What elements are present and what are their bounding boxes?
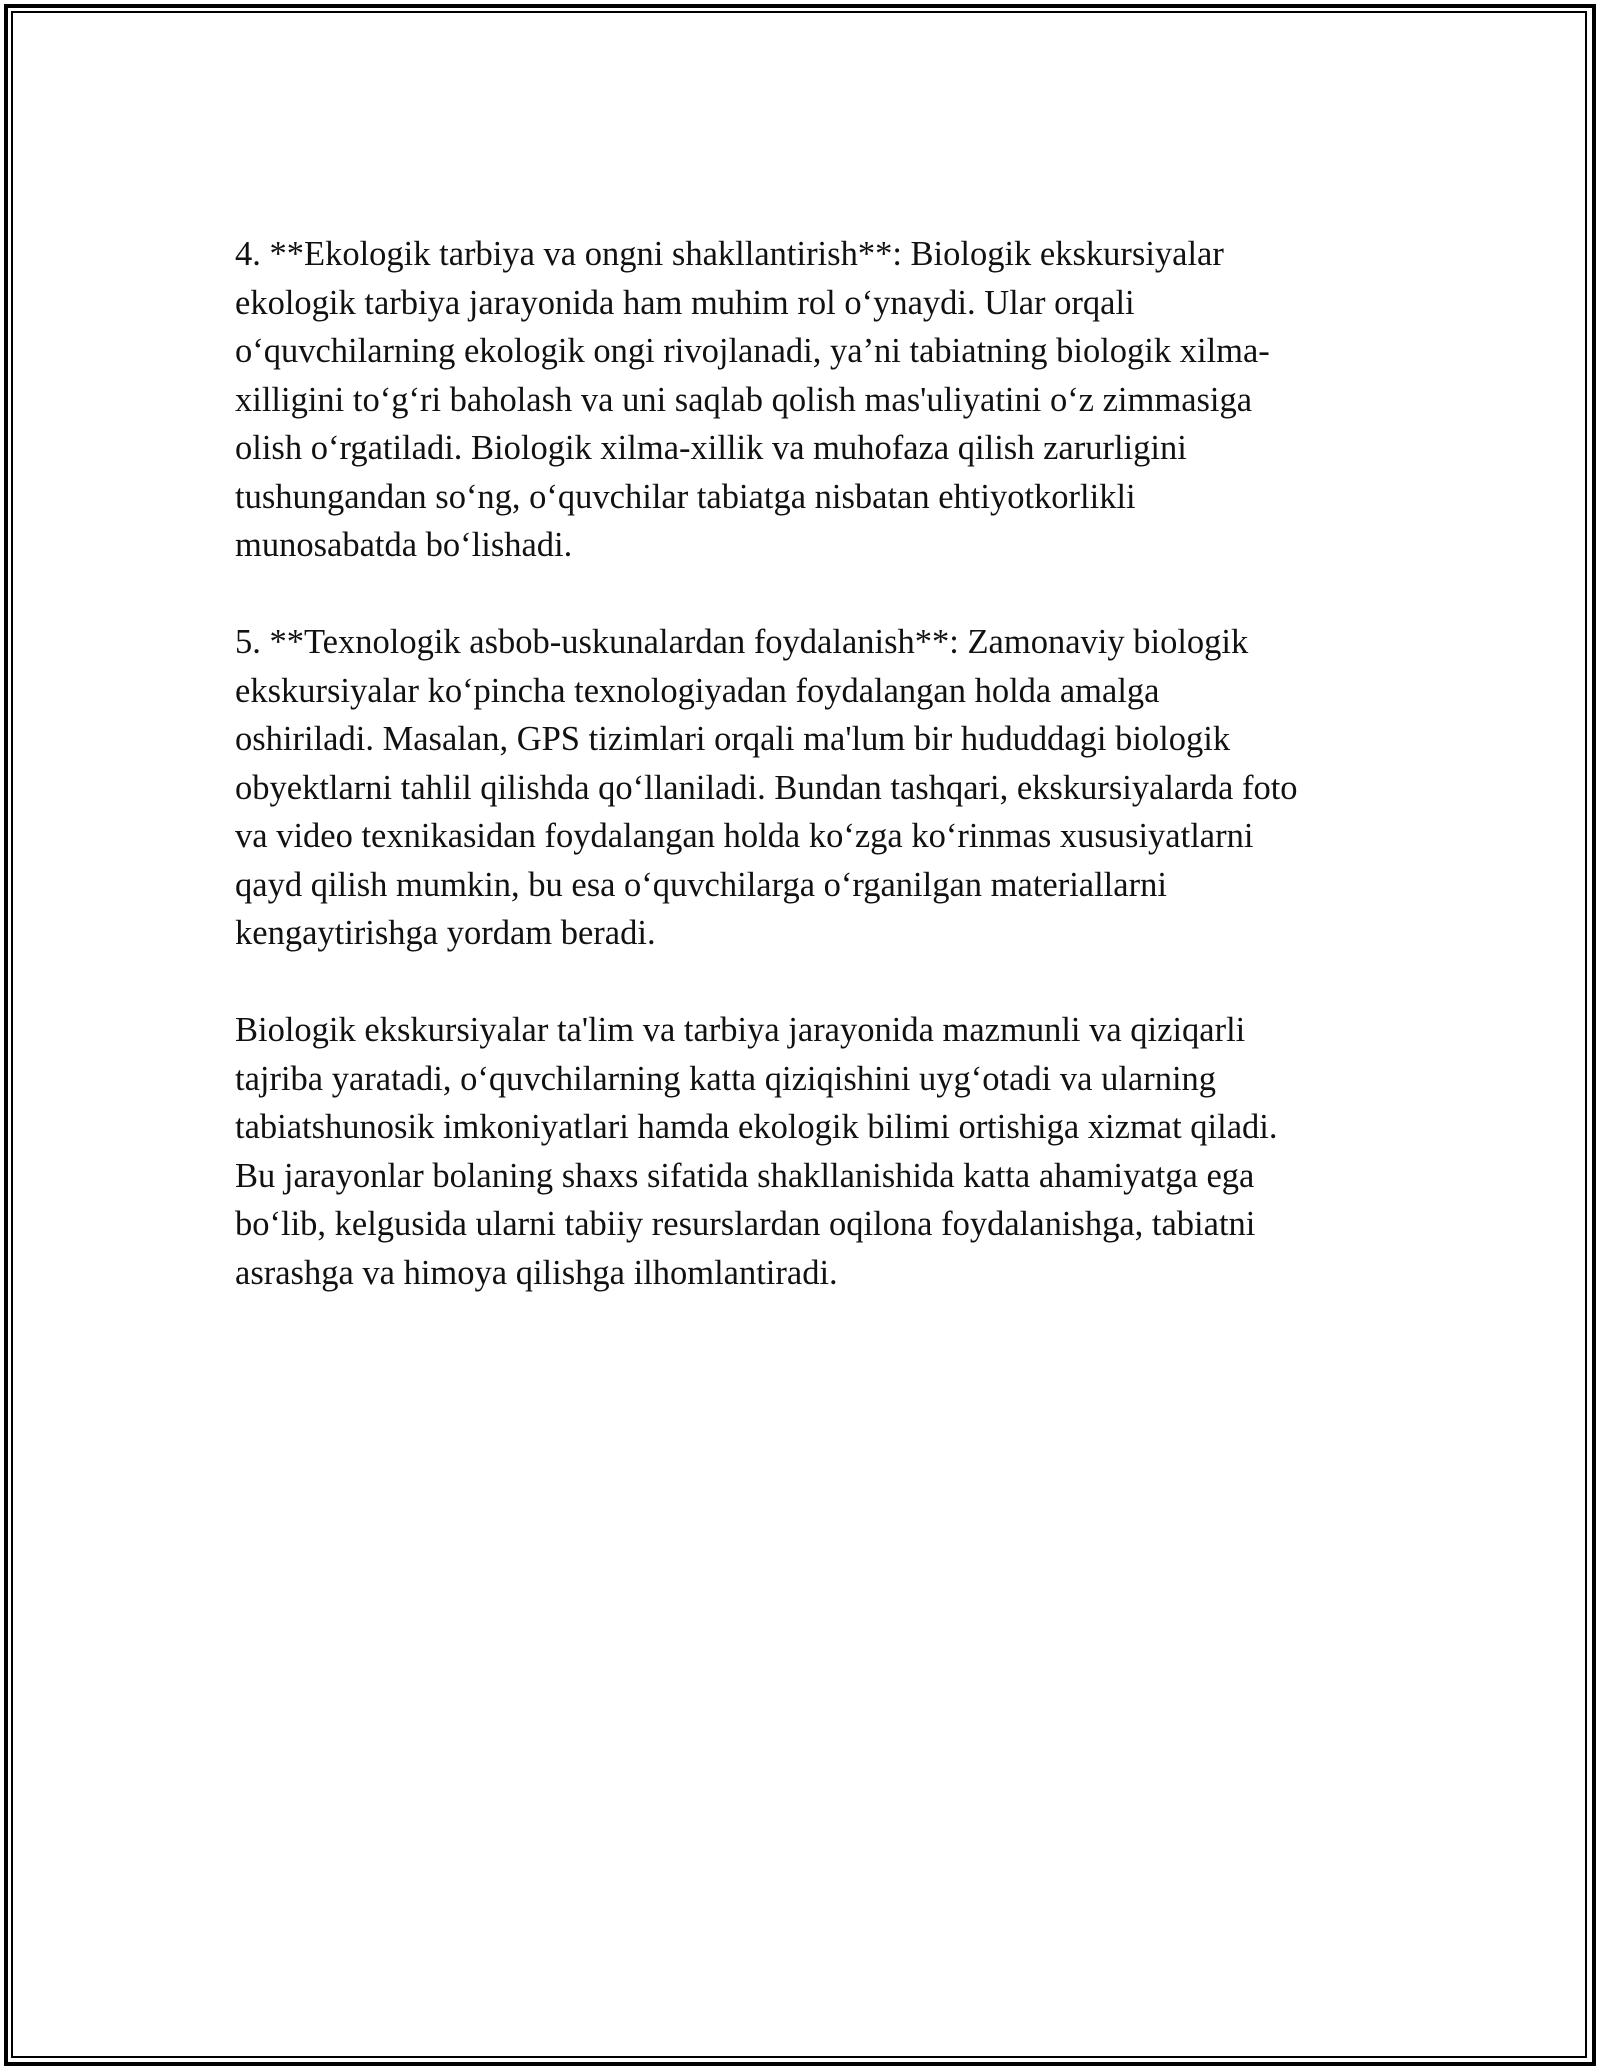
- paragraph-conclusion: Biologik ekskursiyalar ta'lim va tarbiya jarayonida mazmunli va qiziqarli tajriba yaratadi, o‘quvchilarning katta qiziqishini uyg‘otadi va ularning tabiatshunosik imkoniyatlari hamda ekologik bilimi ortishiga xizmat qiladi. Bu jarayonlar bolaning shaxs sifatida shakllanishida katta ahamiyatga ega bo‘lib, kelgusida ularni tabiiy resurslardan oqilona foydalanishga, tabiatni asrashga va himoya qilishga ilhomlantiradi.: [235, 1011, 1278, 1292]
- paragraph-technological-tools: 5. **Texnologik asbob-uskunalardan foydalanish**: Zamonaviy biologik ekskursiyalar ko‘pincha texnologiyadan foydalangan holda amalga oshiriladi. Masalan, GPS tizimlari orqali ma'lum bir hududdagi biologik obyektlarni tahlil qilishda qo‘llaniladi. Bundan tashqari, ekskursiyalarda foto va video texnikasidan foydalangan holda ko‘zga ko‘rinmas xususiyatlarni qayd qilish mumkin, bu esa o‘quvchilarga o‘rganilgan materiallarni kengaytirishga yordam beradi.: [235, 623, 1298, 952]
- paragraph-ecological-education: 4. **Ekologik tarbiya va ongni shakllantirish**: Biologik ekskursiyalar ekologik tarbiya jarayonida ham muhim rol o‘ynaydi. Ular orqali o‘quvchilarning ekologik ongi rivojlanadi, ya’ni tabiatning biologik xilma- xilligini to‘g‘ri baholash va uni saqlab qolish mas'uliyatini o‘z zimmasiga olish o‘rgatiladi. Biologik xilma-xillik va muhofaza qilish zarurligini tushungandan so‘ng, o‘quvchilar tabiatga nisbatan ehtiyotkorlikli munosabatda bo‘lishadi.: [235, 235, 1270, 564]
- document-body: [235, 230, 1375, 1346]
